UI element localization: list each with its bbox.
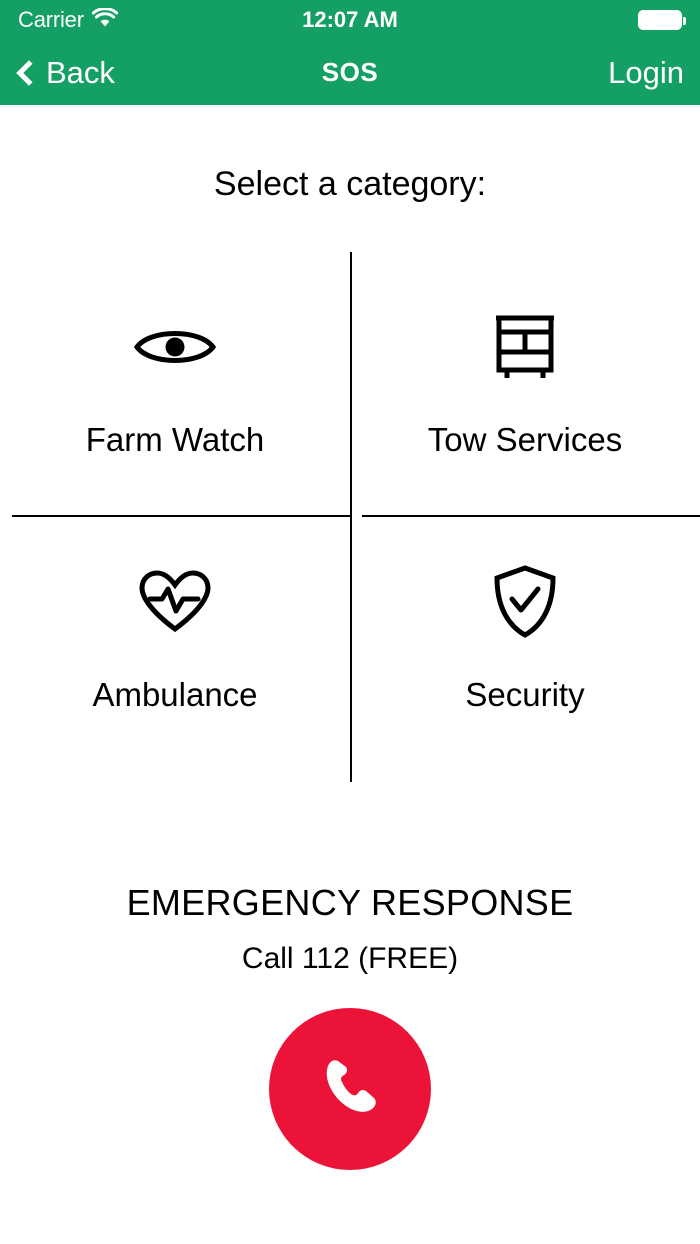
phone-icon [314, 1051, 386, 1128]
category-grid-wrapper [0, 252, 700, 782]
shield-check-icon [493, 556, 557, 648]
category-label: Tow Services [427, 420, 623, 458]
status-bar-left [18, 7, 118, 33]
chevron-left-icon [16, 60, 41, 85]
status-bar [0, 0, 700, 40]
category-item-farm-watch[interactable] [0, 252, 350, 507]
category-item-security[interactable] [350, 507, 700, 762]
category-item-ambulance[interactable] [0, 507, 350, 762]
nav-bar [0, 40, 700, 105]
clock-label: 12:07 AM [302, 7, 398, 32]
category-label: Security [465, 675, 585, 713]
back-button[interactable] [16, 55, 115, 91]
back-button-label: Back [46, 54, 115, 90]
emergency-section [0, 882, 700, 1170]
eye-icon [134, 301, 216, 393]
heart-pulse-icon [138, 556, 212, 648]
battery-full-icon [638, 10, 682, 30]
login-button[interactable]: Login [608, 54, 684, 90]
emergency-subtitle: Call 112 (FREE) [241, 942, 459, 975]
emergency-title: EMERGENCY RESPONSE [126, 882, 574, 923]
category-item-tow-services[interactable] [350, 252, 700, 507]
emergency-call-button[interactable] [269, 1008, 431, 1170]
bus-icon [494, 301, 556, 393]
main-content [0, 165, 700, 1244]
category-label: Ambulance [92, 675, 258, 713]
grid-vertical-divider [350, 252, 352, 782]
grid-horizontal-divider-left [12, 515, 350, 517]
category-label: Farm Watch [85, 420, 265, 458]
page-title: SOS [321, 57, 379, 87]
wifi-icon [92, 8, 118, 33]
carrier-label: Carrier [18, 7, 84, 32]
grid-horizontal-divider-right [362, 515, 700, 517]
category-heading: Select a category: [213, 165, 487, 203]
status-bar-right [638, 10, 682, 30]
